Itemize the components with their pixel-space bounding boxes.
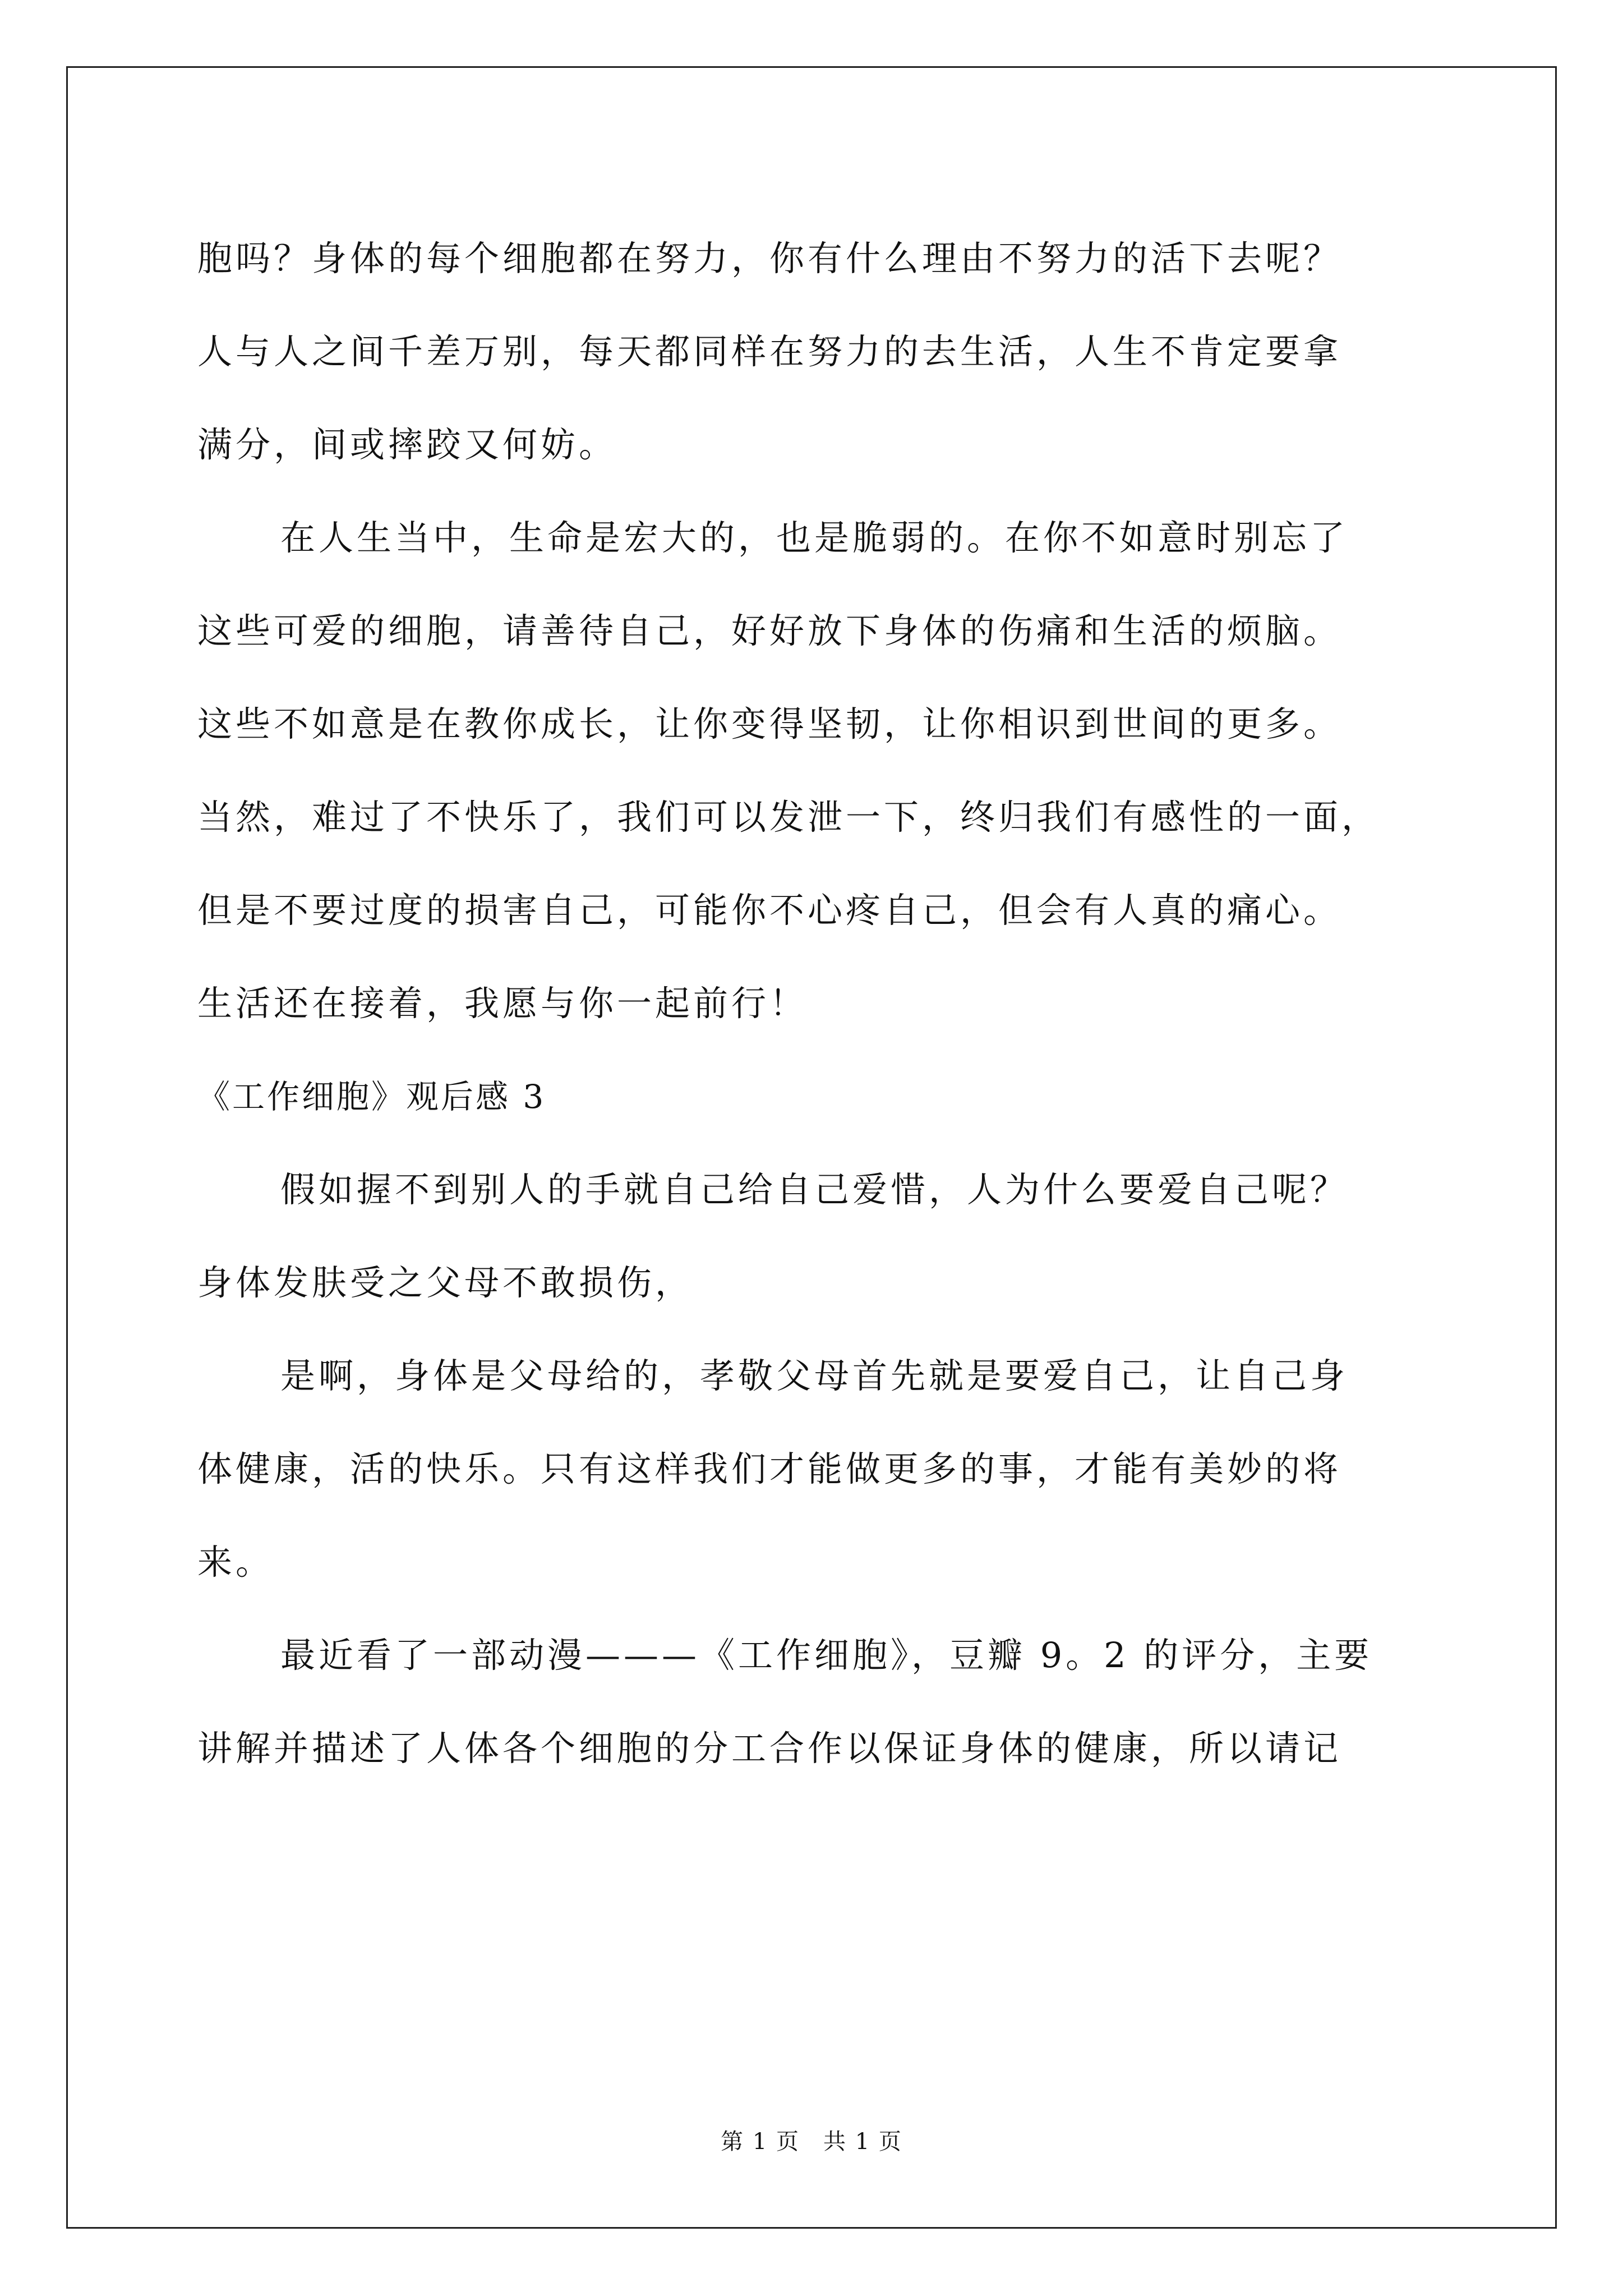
text-line-9: 生活还在接着，我愿与你一起前行！ [197,983,808,1024]
text-line-16: 最近看了一部动漫———《工作细胞》，豆瓣 9。2 的评分，主要 [280,1635,1373,1676]
text-line-7: 当然，难过了不快乐了，我们可以发泄一下，终归我们有感性的一面， [197,797,1380,838]
text-line-14: 体健康，活的快乐。只有这样我们才能做更多的事，才能有美妙的将 [197,1448,1342,1489]
text-line-3: 满分，间或摔跤又何妨。 [197,424,617,465]
page-number-footer: 第 1 页 共 1 页 [721,2129,902,2155]
text-line-5: 这些可爱的细胞，请善待自己，好好放下身体的伤痛和生活的烦脑。 [197,610,1342,651]
text-line-1: 胞吗？身体的每个细胞都在努力，你有什么理由不努力的活下去呢？ [197,238,1342,279]
text-line-13: 是啊，身体是父母给的，孝敬父母首先就是要爱自己，让自己身 [280,1355,1349,1396]
section-heading: 《工作细胞》观后感 3 [197,1078,546,1116]
text-line-11: 假如握不到别人的手就自己给自己爱惜，人为什么要爱自己呢？ [280,1169,1349,1210]
text-line-15: 来。 [197,1542,274,1582]
text-line-6: 这些不如意是在教你成长，让你变得坚韧，让你相识到世间的更多。 [197,703,1342,744]
text-line-4: 在人生当中，生命是宏大的，也是脆弱的。在你不如意时别忘了 [280,517,1349,558]
text-line-17: 讲解并描述了人体各个细胞的分工合作以保证身体的健康，所以请记 [197,1728,1342,1769]
document-body [197,212,1448,1795]
text-line-8: 但是不要过度的损害自己，可能你不心疼自己，但会有人真的痛心。 [197,890,1342,931]
text-line-12: 身体发肤受之父母不敢损伤， [197,1262,694,1303]
text-line-2: 人与人之间千差万别，每天都同样在努力的去生活，人生不肯定要拿 [197,331,1342,372]
